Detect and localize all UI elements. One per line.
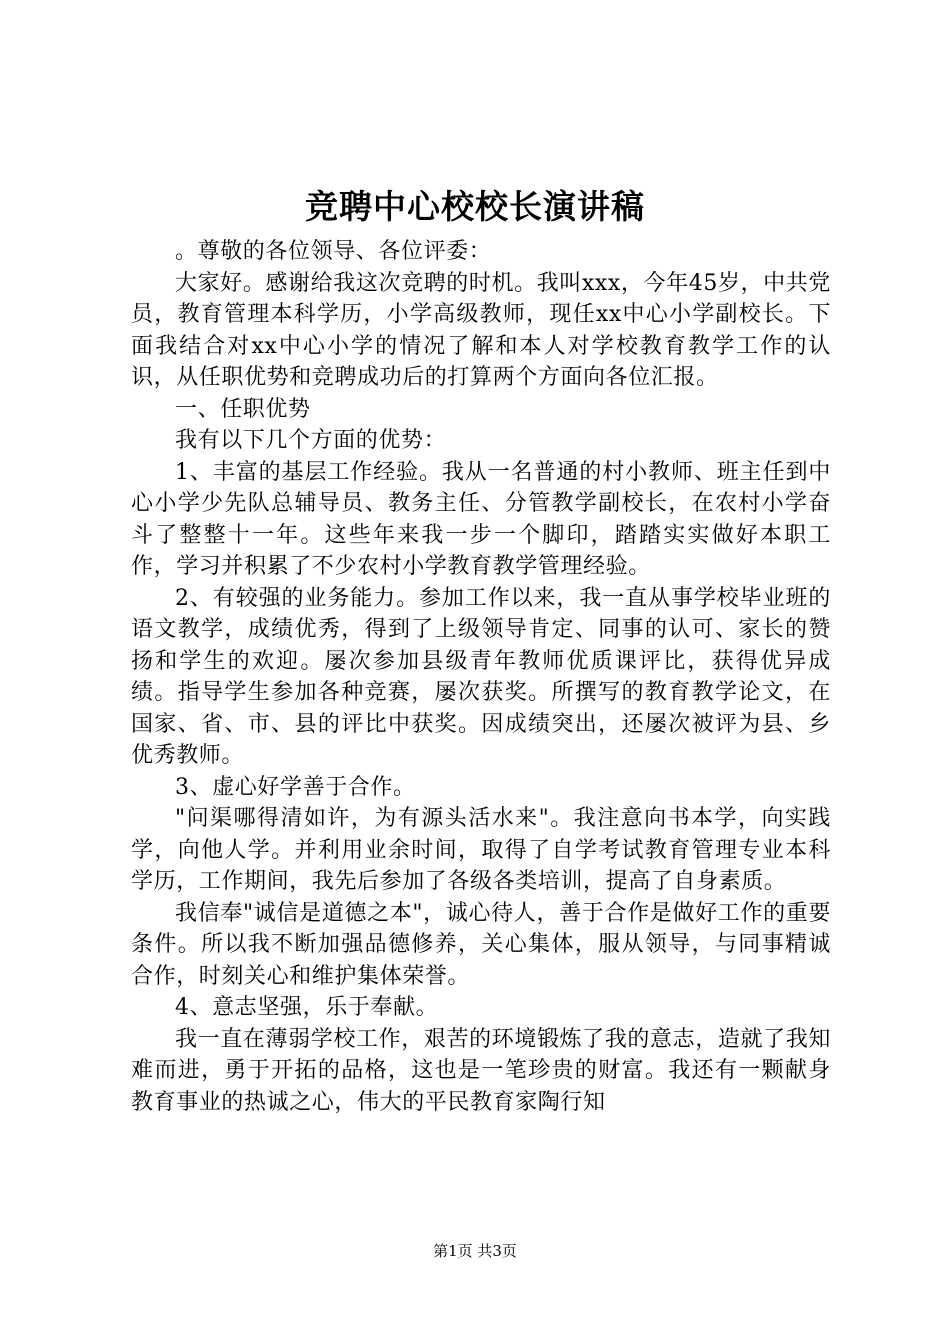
paragraph-will: 我一直在薄弱学校工作，艰苦的环境锻炼了我的意志，造就了我知难而进，勇于开拓的品格，这也是一笔珍贵的财富。我还有一颗献身教育事业的热诚之心，伟大的平民教育家陶行知 — [131, 1026, 831, 1115]
paragraph-will-heading: 4、意志坚强，乐于奉献。 — [175, 995, 439, 1020]
section-heading-advantages: 一、任职优势 — [175, 396, 311, 422]
paragraph-integrity: 我信奉"诚信是道德之本"，诚心待人，善于合作是做好工作的重要条件。所以我不断加强品德修养，关心集体，服从领导，与同事精诚合作，时刻关心和维护集体荣誉。 — [131, 900, 831, 989]
paragraph-advantages-lead: 我有以下几个方面的优势： — [175, 428, 447, 453]
paragraph-learning-heading: 3、虚心好学善于合作。 — [175, 774, 416, 800]
paragraph-introduction: 大家好。感谢给我这次竞聘的时机。我叫xxx，今年45岁，中共党员，教育管理本科学历，小学高级教师，现任xx中心小学副校长。下面我结合对xx中心小学的情况了解和本人对学校教育教学工作的认识，从任职优势和竞聘成功后的打算两个方面向各位汇报。 — [131, 270, 831, 390]
document-body — [131, 236, 831, 1118]
paragraph-ability: 2、有较强的业务能力。参加工作以来，我一直从事学校毕业班的语文教学，成绩优秀，得到了上级领导肯定、同事的认可、家长的赞扬和学生的欢迎。屡次参加县级青年教师优质课评比，获得优异成绩。指导学生参加各种竞赛，屡次获奖。所撰写的教育教学论文，在国家、省、市、县的评比中获奖。因成绩突出，还屡次被评为县、乡优秀教师。 — [131, 585, 831, 768]
paragraph-salutation: 。尊敬的各位领导、各位评委： — [175, 239, 492, 264]
paragraph-experience: 1、丰富的基层工作经验。我从一名普通的村小教师、班主任到中心小学少先队总辅导员、教务主任、分管教学副校长，在农村小学奋斗了整整十一年。这些年来我一步一个脚印，踏踏实实做好本职工作，学习并积累了不少农村小学教育教学管理经验。 — [131, 459, 831, 579]
page-number: 第1页 共3页 — [433, 1242, 517, 1260]
paragraph-learning: "问渠哪得清如许，为有源头活水来"。我注意向书本学，向实践学，向他人学。并利用业余时间，取得了自学考试教育管理专业本科学历，工作期间，我先后参加了各级各类培训，提高了自身素质。 — [131, 806, 831, 894]
document-title: 竞聘中心校校长演讲稿 — [305, 187, 645, 226]
